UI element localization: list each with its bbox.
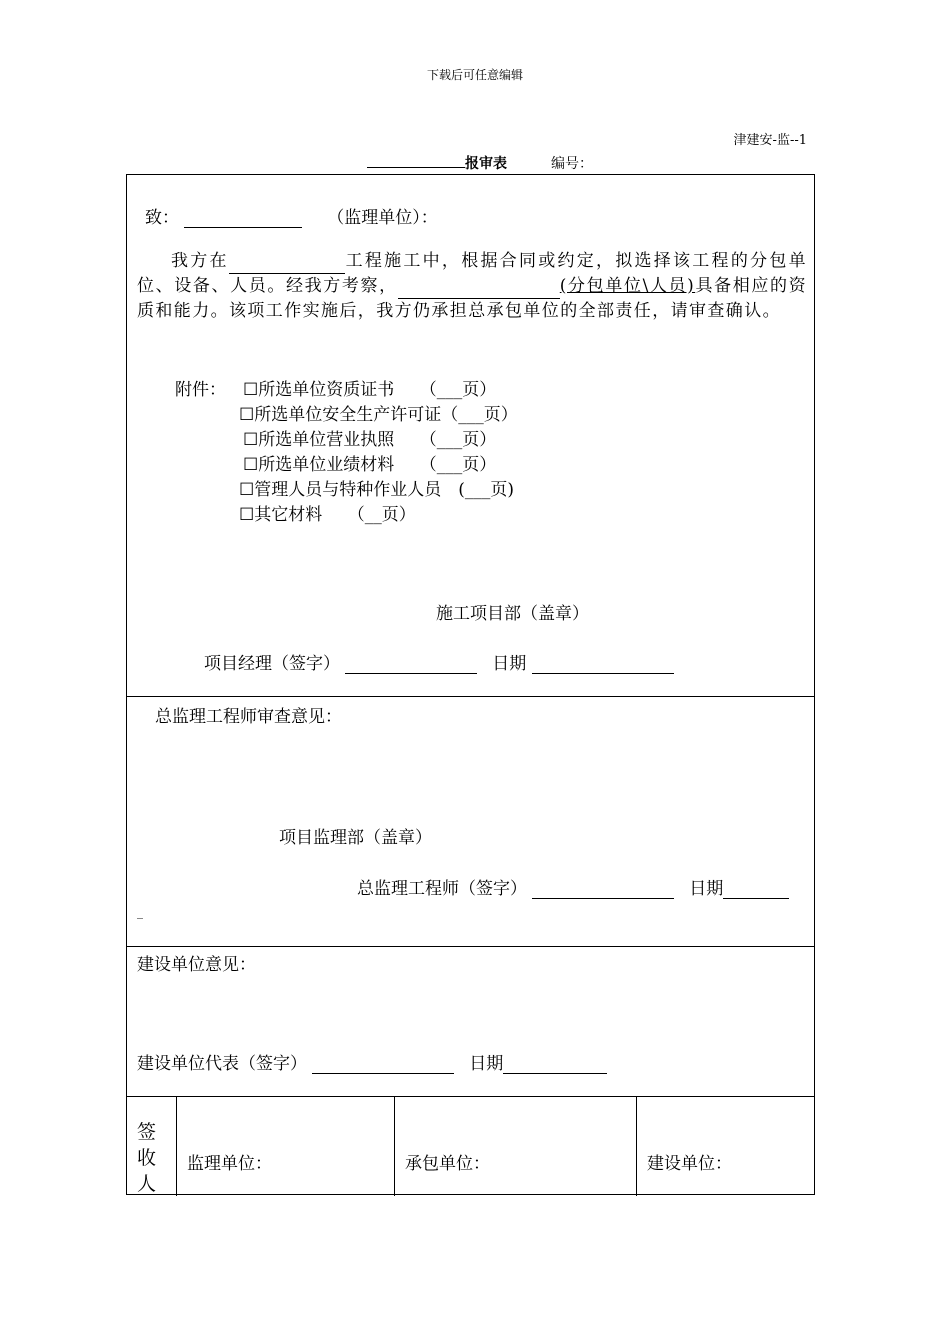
col-divider-3	[636, 1096, 637, 1196]
para-part1: 我方在	[171, 251, 229, 271]
owner-date-blank[interactable]	[503, 1055, 607, 1074]
top-note: 下载后可任意编辑	[426, 68, 523, 82]
receiver-label	[137, 1119, 159, 1197]
manager-sign-label: 项目经理（签字）	[204, 654, 340, 674]
form-title-line	[367, 153, 593, 173]
chief-engineer-sign-line	[357, 874, 789, 899]
title-blank[interactable]	[367, 153, 465, 168]
para-part2: 工程施工中，根据合同或约定，拟选择该工程的分包单位、设备、人员。经我方考察，	[137, 251, 807, 296]
form-code: 津建安-监--1	[733, 133, 807, 148]
manager-sign-blank[interactable]	[345, 655, 477, 674]
para-part4: 具备相应的资质和能力。该项工作实施后，我方仍承担总承包单位的全部责任，请审查确认。	[137, 276, 807, 321]
sign-contractor-unit: 承包单位：	[405, 1154, 490, 1174]
to-line	[145, 203, 438, 228]
attachment-item-5[interactable]: ☐其它材料 （__页）	[239, 505, 416, 525]
supervision-dept-stamp: 项目监理部（盖章）	[279, 828, 432, 848]
form-title: 报审表	[465, 156, 507, 172]
manager-sign-line	[204, 649, 674, 674]
attachment-item-1[interactable]: ☐所选单位安全生产许可证（___页）	[239, 405, 518, 425]
attachments-label: 附件：	[175, 380, 226, 400]
attachment-item-4[interactable]: ☐管理人员与特种作业人员 (___页)	[239, 480, 515, 500]
manager-date-blank[interactable]	[532, 655, 674, 674]
col-divider-2	[394, 1096, 395, 1196]
divider-1	[127, 696, 814, 697]
supervisor-unit-blank[interactable]	[184, 209, 302, 228]
owner-rep-sign-line	[137, 1049, 607, 1074]
divider-3	[127, 1096, 814, 1097]
to-suffix: （监理单位）：	[327, 208, 438, 228]
divider-2	[127, 946, 814, 947]
chief-engineer-opinion-title: 总监理工程师审查意见：	[155, 707, 342, 727]
form-table	[126, 174, 815, 1195]
owner-date-label: 日期	[469, 1054, 504, 1074]
statement-paragraph	[137, 249, 807, 324]
subcontractor-blank[interactable]	[398, 280, 560, 299]
col-divider-1	[176, 1096, 177, 1196]
project-name-blank[interactable]	[229, 255, 345, 274]
to-label: 致：	[145, 208, 179, 228]
chief-engineer-date-label: 日期	[689, 879, 724, 899]
chief-engineer-sign-blank[interactable]	[532, 880, 674, 899]
trailing-mark: _	[137, 905, 143, 919]
para-part3: (分包单位\人员)	[559, 276, 696, 296]
attachment-item-2[interactable]: ☐所选单位营业执照 （___页）	[243, 430, 497, 450]
owner-rep-sign-label: 建设单位代表（签字）	[137, 1054, 307, 1074]
receiver-char-1: 签	[137, 1121, 157, 1143]
chief-engineer-sign-label: 总监理工程师（签字）	[357, 879, 527, 899]
attachment-item-3[interactable]: ☐所选单位业绩材料 （___页）	[243, 455, 497, 475]
chief-engineer-date-blank[interactable]	[723, 880, 789, 899]
owner-opinion-title: 建设单位意见：	[137, 955, 256, 975]
manager-date-label: 日期	[492, 654, 527, 674]
construction-dept-stamp: 施工项目部（盖章）	[436, 604, 589, 624]
owner-rep-sign-blank[interactable]	[312, 1055, 454, 1074]
sign-owner-unit: 建设单位：	[647, 1154, 732, 1174]
receiver-char-3: 人	[137, 1173, 157, 1195]
receiver-char-2: 收	[137, 1147, 157, 1169]
sign-supervisor-unit: 监理单位：	[187, 1154, 272, 1174]
attachment-item-0[interactable]: ☐所选单位资质证书 （___页）	[243, 380, 497, 400]
number-label: 编号：	[551, 156, 593, 172]
